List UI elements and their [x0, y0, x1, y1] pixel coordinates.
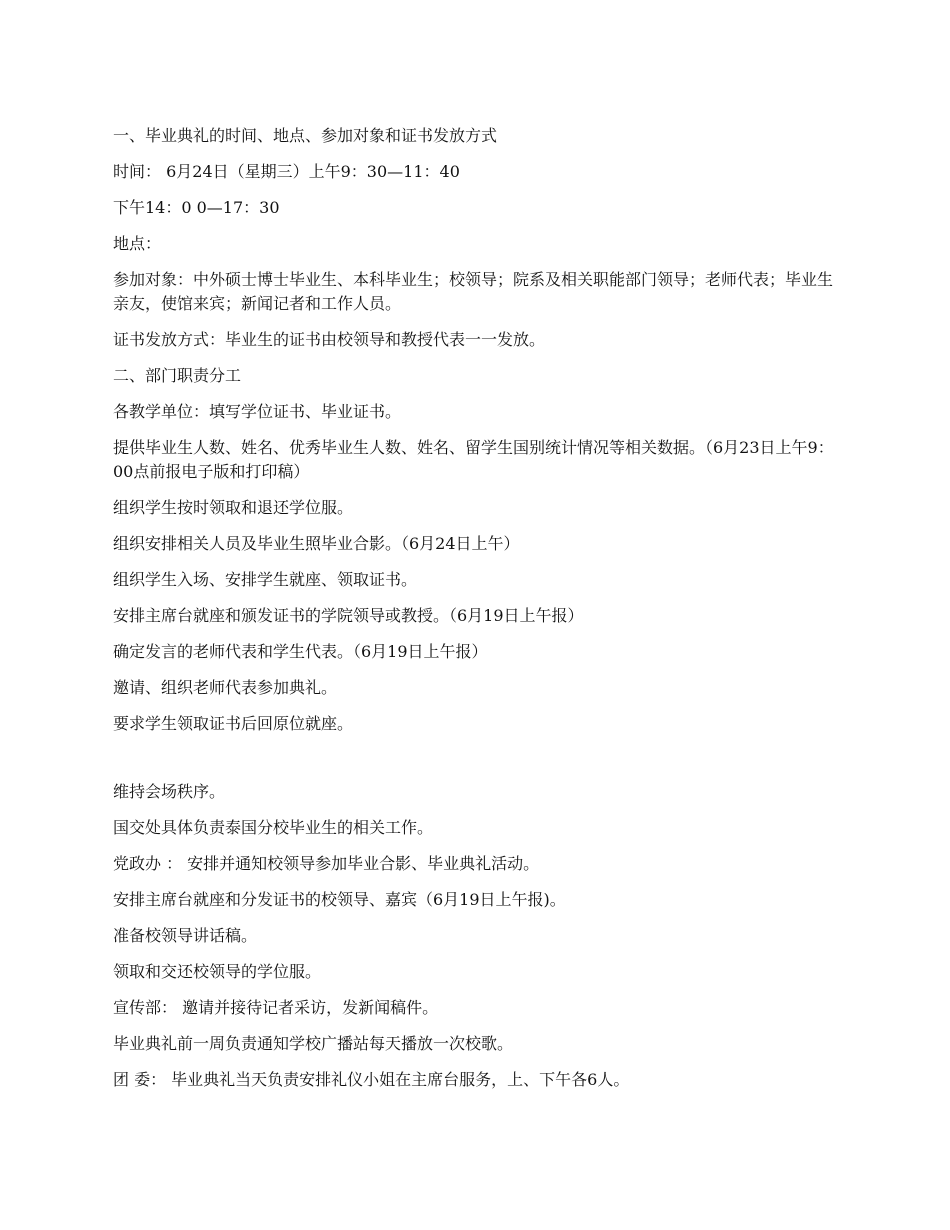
paragraph-speech: 准备校领导讲话稿。 — [113, 926, 258, 945]
paragraph-speakers: 确定发言的老师代表和学生代表。（6月19日上午报） — [113, 642, 488, 661]
paragraph-rostrum-college: 安排主席台就座和颁发证书的学院领导或教授。（6月19日上午报） — [113, 606, 584, 625]
paragraph-leader-gowns: 领取和交还校领导的学位服。 — [113, 962, 322, 981]
paragraph-gowns: 组织学生按时领取和退还学位服。 — [113, 498, 354, 517]
paragraph-school-song: 毕业典礼前一周负责通知学校广播站每天播放一次校歌。 — [113, 1034, 514, 1053]
time-afternoon: 下午14：0 0—17：30 — [113, 198, 280, 217]
section-heading-1: 一、毕业典礼的时间、地点、参加对象和证书发放方式 — [113, 126, 498, 145]
certificate-distribution: 证书发放方式：毕业生的证书由校领导和教授代表一一发放。 — [113, 330, 546, 349]
section-heading-2: 二、部门职责分工 — [113, 366, 242, 385]
paragraph-rostrum-leaders: 安排主席台就座和分发证书的校领导、嘉宾（6月19日上午报)。 — [113, 890, 566, 909]
time-morning: 时间： 6月24日（星期三）上午9：30—11：40 — [113, 162, 460, 181]
paragraph-statistics: 提供毕业生人数、姓名、优秀毕业生人数、姓名、留学生国别统计情况等相关数据。（6月23日上午9：00点前报电子版和打印稿） — [113, 438, 834, 481]
paragraph-party-office: 党政办 ： 安排并通知校领导参加毕业合影、毕业典礼活动。 — [113, 854, 540, 873]
paragraph-group-photo: 组织安排相关人员及毕业生照毕业合影。（6月24日上午） — [113, 534, 520, 553]
attendees: 参加对象：中外硕士博士毕业生、本科毕业生；校领导；院系及相关职能部门领导；老师代表；毕业生亲友，使馆来宾；新闻记者和工作人员。 — [113, 270, 834, 313]
blank-spacer — [113, 748, 843, 780]
paragraph-return-seat: 要求学生领取证书后回原位就座。 — [113, 714, 354, 733]
paragraph-invite-teachers: 邀请、组织老师代表参加典礼。 — [113, 678, 338, 697]
paragraph-entry: 组织学生入场、安排学生就座、领取证书。 — [113, 570, 418, 589]
paragraph-international-office: 国交处具体负责泰国分校毕业生的相关工作。 — [113, 818, 434, 837]
paragraph-teaching-units: 各教学单位：填写学位证书、毕业证书。 — [113, 402, 402, 421]
document-body — [113, 124, 843, 1104]
paragraph-youth-league: 团 委： 毕业典礼当天负责安排礼仪小姐在主席台服务，上、下午各6人。 — [113, 1070, 630, 1089]
paragraph-publicity: 宣传部： 邀请并接待记者采访，发新闻稿件。 — [113, 998, 439, 1017]
paragraph-order: 维持会场秩序。 — [113, 782, 226, 801]
location: 地点： — [113, 234, 162, 253]
